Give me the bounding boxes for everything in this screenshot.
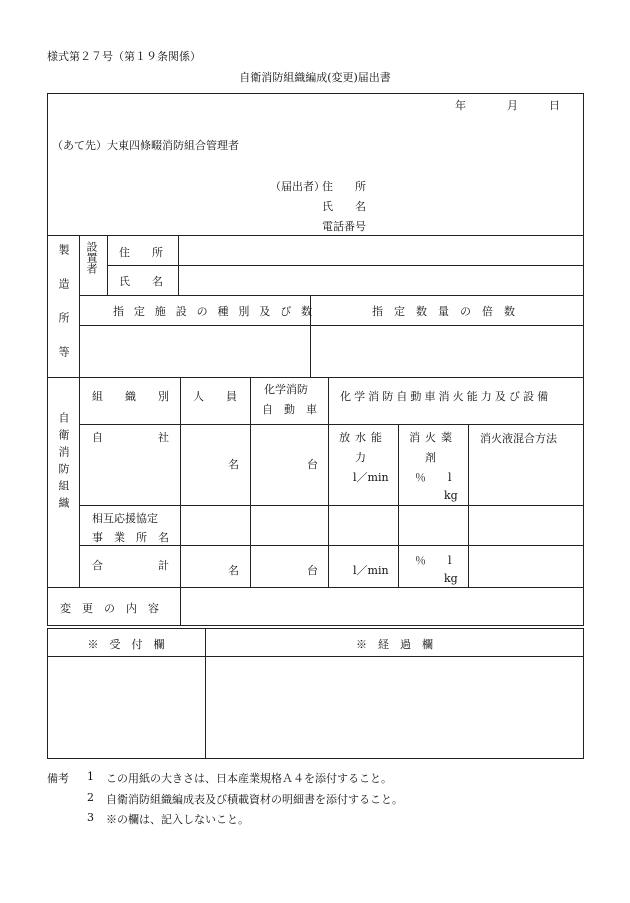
change-label: 変 更 の 内 容 (60, 602, 159, 615)
note-3-text: ※の欄は、記入しないこと。 (106, 813, 249, 826)
col-vehicle-1: 化学消防 (264, 383, 308, 396)
own-unit-vehicle: 台 (307, 458, 318, 471)
date-month: 月 (507, 99, 518, 112)
setter-name-label: 氏 名 (119, 275, 163, 288)
own-unit-person: 名 (228, 458, 239, 471)
own-unit-kg: kg (444, 489, 458, 502)
own-unit-percent: ％ l (415, 471, 452, 484)
setter-label: 設置者 (85, 241, 98, 274)
row-own: 自 社 (92, 431, 169, 444)
col-capacity: 化学消防自動車消火能力及び設備 (340, 390, 552, 403)
form-number: 様式第２７号（第１９条関係） (47, 50, 201, 63)
date-year: 年 (455, 99, 466, 112)
facility-type-header: 指定施設の種別及び数 (113, 305, 322, 318)
cap-agent: 消火薬剤 (409, 431, 457, 464)
addressee: （あて先）大東四條畷消防組合管理者 (52, 139, 239, 152)
col-org-type: 組 織 別 (92, 390, 169, 403)
col-vehicle-2: 自 動 車 (262, 403, 317, 416)
own-unit-flow: l／min (353, 471, 389, 484)
factory-side-label: 製造所等 (57, 244, 70, 380)
form-title: 自衛消防組織編成(変更)届出書 (239, 71, 391, 84)
col-personnel: 人 員 (193, 390, 237, 403)
notifier-name-label: 氏 名 (322, 200, 366, 213)
main-form (47, 93, 584, 626)
row-total: 合 計 (92, 559, 169, 572)
notes-label: 備考 (47, 772, 69, 785)
cap-discharge: 放水能力 (339, 431, 387, 464)
note-2-num: 2 (87, 791, 94, 804)
progress-header: ※ 経 過 欄 (356, 638, 433, 651)
total-unit-person: 名 (228, 564, 239, 577)
total-unit-kg: kg (444, 572, 458, 585)
organization-side-label: 自衛消防組織 (57, 412, 70, 514)
notifier-address-label: 住 所 (322, 180, 366, 193)
note-1-num: 1 (87, 770, 94, 783)
row-mutual-1: 相互応援協定 (92, 512, 158, 525)
note-1-text: この用紙の大きさは、日本産業規格Ａ４を添付すること。 (106, 772, 392, 785)
row-mutual-2: 事 業 所 名 (92, 531, 169, 544)
quantity-multiple-header: 指 定 数 量 の 倍 数 (372, 305, 515, 318)
total-unit-percent: ％ l (415, 554, 452, 567)
setter-address-label: 住 所 (119, 246, 163, 259)
date-day: 日 (549, 99, 560, 112)
notifier-phone-label: 電話番号 (322, 220, 366, 233)
total-unit-flow: l／min (353, 564, 389, 577)
note-3-num: 3 (87, 811, 94, 824)
cap-mix: 消火液混合方法 (480, 432, 557, 445)
note-2-text: 自衛消防組織編成表及び積載資材の明細書を添付すること。 (106, 793, 403, 806)
reception-header: ※ 受 付 欄 (87, 638, 165, 651)
total-unit-vehicle: 台 (307, 564, 318, 577)
notifier-label: （届出者） (270, 180, 325, 193)
